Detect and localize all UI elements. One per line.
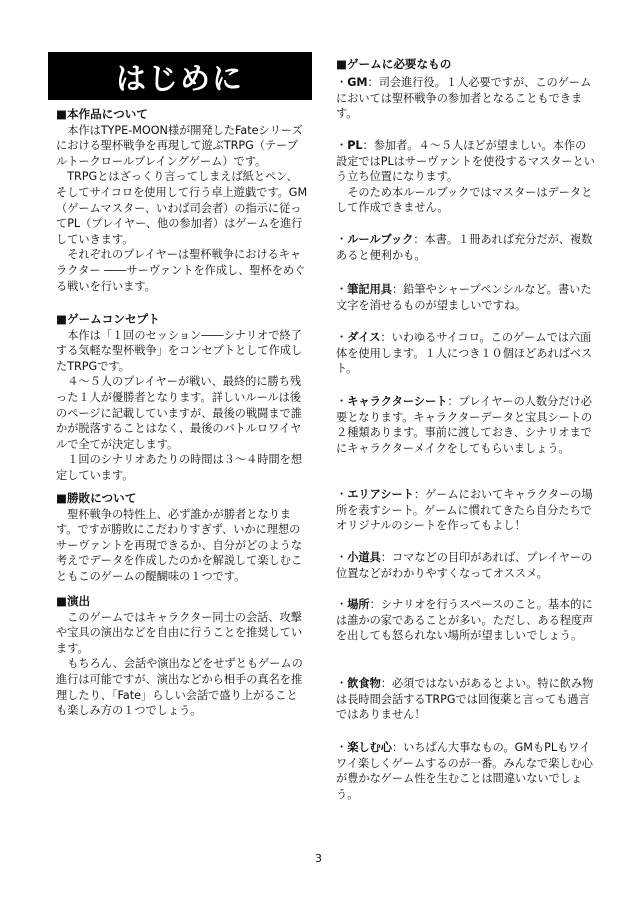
item-term: GM (347, 76, 368, 89)
item-dice (336, 330, 596, 377)
item-desc: ：鉛筆やシャープペンシルなど。書いた文字を消せるものが望ましいですね。 (336, 283, 592, 312)
section-heading: ■勝敗について (56, 491, 137, 505)
item-term: ダイス (347, 331, 381, 344)
bullet: ・ (336, 283, 348, 296)
item-desc: ：参加者。４～５人ほどが望ましい。本作の設定ではPLはサーヴァントを使役するマスターという立ち位置になります。 (336, 139, 595, 184)
item-term: 楽しむ心 (347, 741, 392, 754)
item-desc: ：コマなどの目印があれば、プレイヤーの位置などがわかりやすくなってオススメ。 (336, 551, 593, 580)
item-fun (336, 740, 596, 802)
item-character-sheet (336, 394, 596, 456)
bullet: ・ (336, 677, 348, 690)
page-number: 3 (315, 852, 322, 865)
section-victory (56, 491, 308, 585)
item-desc: ：いわゆるサイコロ。このゲームでは六面体を使用します。１人につき１０個ほどあればベスト。 (336, 331, 593, 376)
bullet: ・ (336, 139, 348, 152)
paragraph: 本作は「１回のセッション――シナリオで終了する気軽な聖杯戦争」をコンセプトとして作成したTRPGです。 (56, 328, 303, 373)
bullet: ・ (336, 233, 348, 246)
item-food (336, 676, 596, 723)
item-desc: ：プレイヤーの人数分だけ必要となります。キャラクターデータと宝具シートの２種類あります。事前に渡しておき、シナリオまでにキャラクターメイクをしてもらいましょう。 (336, 395, 593, 455)
paragraph: １回のシナリオあたりの時間は３～４時間を想定しています。 (56, 453, 303, 482)
bullet: ・ (336, 488, 348, 501)
bullet: ・ (336, 395, 348, 408)
item-desc: ：本書。１冊あれば充分だが、複数あると便利かも。 (336, 233, 593, 262)
section-heading: ■ゲームコンセプト (56, 312, 160, 326)
paragraph: 聖杯戦争の特性上、必ず誰かが勝者となります。ですが勝敗にこだわりすぎず、いかに理想のサーヴァントを再現できるか、自分がどのような考えでデータを作成したのかを解説して楽しむこともこのゲームの醍醐味の１つです。 (56, 507, 303, 583)
item-stationery (336, 282, 596, 313)
section-heading: ■ゲームに必要なもの (336, 57, 452, 71)
item-term: 飲食物 (347, 677, 381, 690)
item-term: エリアシート (347, 488, 414, 501)
page-title: はじめに (48, 52, 312, 100)
item-desc: ：必須ではないがあるとよい。特に飲み物は長時間会話するTRPGでは回復薬と言っても過言ではありません！ (336, 677, 594, 722)
paragraph: TRPGとはざっくり言ってしまえば紙とペン、そしてサイコロを使用して行う卓上遊戯です。GM（ゲームマスター、いわば司会者）の指示に従ってPL（プレイヤー、他の参加者）はゲームを進行していきます。 (56, 170, 308, 246)
paragraph: もちろん、会話や演出などをせずともゲームの進行は可能ですが、演出などから相手の真名を推理したり、「Fate」らしい会話で盛り上がることも楽しみ方の１つでしょう。 (56, 657, 303, 718)
item-term: キャラクターシート (347, 395, 448, 408)
section-concept (56, 312, 308, 484)
item-venue (336, 597, 596, 644)
paragraph: それぞれのプレイヤーは聖杯戦争におけるキャラクター ――サーヴァントを作成し、聖杯をめぐる戦いを行います。 (56, 248, 306, 293)
paragraph: このゲームではキャラクター同士の会話、攻撃や宝具の演出などを自由に行うことを推奨しています。 (56, 610, 303, 655)
item-desc: ：ゲームにおいてキャラクターの場所を表すシート。ゲームに慣れてきたら自分たちでオリジナルのシートを作ってもよし！ (336, 488, 593, 533)
item-term: 小道具 (347, 551, 381, 564)
section-intro (56, 107, 308, 294)
paragraph: ４～５人のプレイヤーが戦い、最終的に勝ち残った１人が優勝者となります。詳しいルールは後のページに記載していますが、最後の戦闘まで誰かが脱落することはなく、最後のバトルロワイヤルで全てが決定します。 (56, 375, 302, 451)
bullet: ・ (336, 598, 348, 611)
bullet: ・ (336, 741, 348, 754)
section-heading: ■演出 (56, 594, 91, 608)
item-term: 場所 (347, 598, 370, 611)
item-desc: ：司会進行役。１人必要ですが、このゲームにおいては聖杯戦争の参加者となることもできます。 (336, 76, 592, 121)
item-term: PL (347, 139, 363, 152)
paragraph: 本作はTYPE-MOON様が開発したFateシリーズにおける聖杯戦争を再現して遊ぶTRPG（テーブルトークロールプレイングゲーム）です。 (56, 123, 303, 168)
section-heading: ■本作品について (56, 107, 148, 121)
requirements-heading-block (336, 57, 596, 73)
bullet: ・ (336, 76, 348, 89)
item-extra: そのため本ルールブックではマスターはデータとして作成できません。 (336, 185, 593, 215)
item-desc: ：いちばん大事なもの。GMもPLもワイワイ楽しくゲームするのが一番。みんなで楽しむ心が豊かなゲーム性を生むことは間違いないでしょう。 (336, 741, 593, 801)
item-area-sheet (336, 487, 596, 534)
section-performance (56, 594, 308, 719)
item-rulebook (336, 232, 596, 263)
item-props (336, 550, 596, 581)
item-term: 筆記用具 (347, 283, 392, 296)
item-gm (336, 75, 596, 122)
item-desc: ：シナリオを行うスペースのこと。基本的には誰かの家であることが多い。ただし、ある程度声を出しても怒られない場所が望ましいでしょう。 (336, 598, 594, 643)
item-term: ルールブック (347, 233, 414, 246)
item-pl (336, 138, 596, 216)
bullet: ・ (336, 551, 348, 564)
bullet: ・ (336, 331, 348, 344)
